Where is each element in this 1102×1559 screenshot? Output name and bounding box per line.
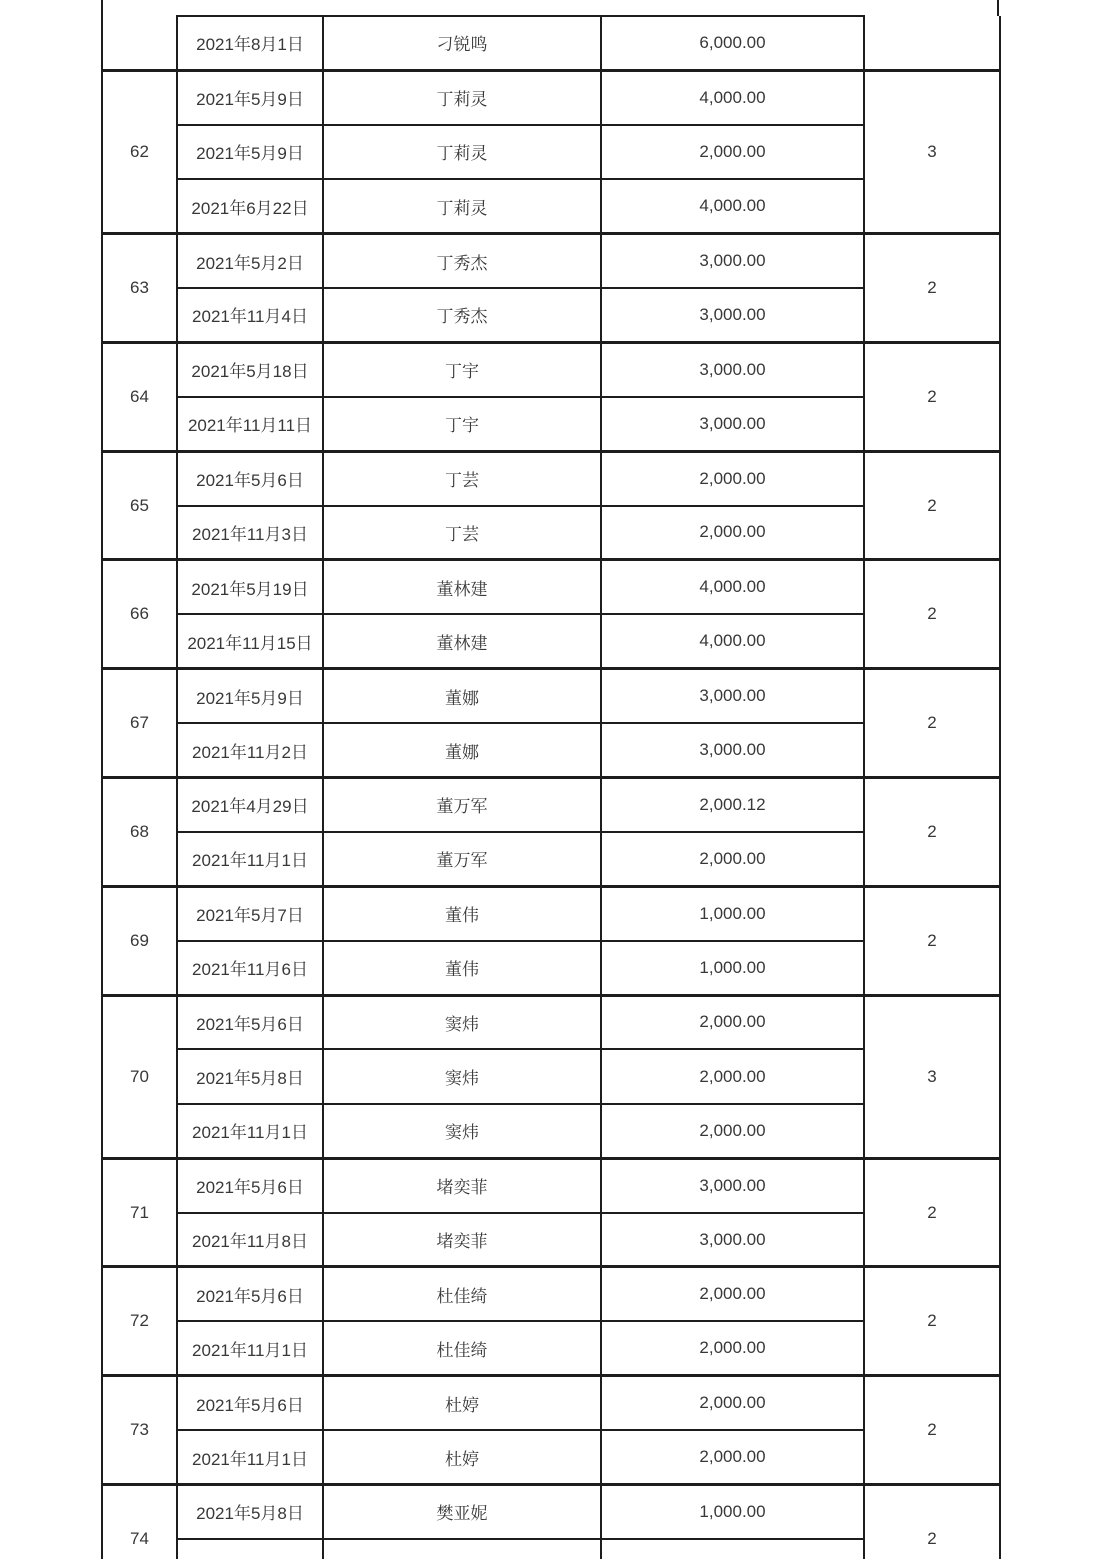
amount-cell: 3,000.00: [601, 288, 864, 342]
name-cell: 堵奕菲: [323, 1213, 601, 1267]
group-number-cell: 68: [102, 777, 177, 886]
name-cell: 丁莉灵: [323, 179, 601, 233]
date-cell: 2021年5月8日: [177, 1049, 323, 1103]
name-cell: 窦炜: [323, 995, 601, 1049]
name-cell: 董万军: [323, 832, 601, 886]
amount-cell: 3,000.00: [601, 234, 864, 288]
amount-cell: 2,000.12: [601, 777, 864, 831]
amount-cell: 4,000.00: [601, 70, 864, 124]
count-cell: 2: [864, 1485, 1000, 1559]
date-cell: 2021年5月6日: [177, 1158, 323, 1212]
amount-cell: 2,000.00: [601, 1049, 864, 1103]
date-cell: 2021年11月1日: [177, 1321, 323, 1375]
group-number-cell: 72: [102, 1267, 177, 1376]
name-cell: 杜佳绮: [323, 1267, 601, 1321]
name-cell: 堵奕菲: [323, 1158, 601, 1212]
group-first-row: [102, 1376, 1000, 1430]
date-cell: 2021年11月1日: [177, 1430, 323, 1484]
payment-records-table: [101, 15, 1001, 1559]
group-number-cell: 63: [102, 234, 177, 343]
amount-cell: 3,000.00: [601, 342, 864, 396]
name-cell: 丁宇: [323, 342, 601, 396]
amount-cell: 4,000.00: [601, 179, 864, 233]
table-body: [102, 16, 1000, 1559]
count-cell: 2: [864, 234, 1000, 343]
date-cell: 2021年8月1日: [177, 16, 323, 70]
name-cell: 杜婷: [323, 1430, 601, 1484]
name-cell: 丁莉灵: [323, 70, 601, 124]
date-cell: 2021年5月6日: [177, 1376, 323, 1430]
group-first-row: [102, 70, 1000, 124]
date-cell: 2021年5月6日: [177, 451, 323, 505]
date-cell: 2021年11月6日: [177, 941, 323, 995]
amount-cell: 6,000.00: [601, 16, 864, 70]
date-cell: 2021年11月1日: [177, 1104, 323, 1158]
group-first-row: [102, 669, 1000, 723]
name-cell: 董娜: [323, 723, 601, 777]
amount-cell: 2,000.00: [601, 1321, 864, 1375]
count-cell: 3: [864, 70, 1000, 233]
group-number-cell: 74: [102, 1485, 177, 1559]
amount-cell: 1,000.00: [601, 941, 864, 995]
group-first-row: [102, 995, 1000, 1049]
amount-cell: 3,000.00: [601, 1213, 864, 1267]
name-cell: 董伟: [323, 941, 601, 995]
group-number-cell: 66: [102, 560, 177, 669]
name-cell: 董林建: [323, 614, 601, 668]
name-cell: 丁秀杰: [323, 234, 601, 288]
name-cell: 丁芸: [323, 451, 601, 505]
date-cell: 2021年11月11日: [177, 397, 323, 451]
count-cell: 2: [864, 1376, 1000, 1485]
group-number-cell: 69: [102, 886, 177, 995]
name-cell: 董万军: [323, 777, 601, 831]
table-right-border-fragment: [997, 0, 999, 16]
name-cell: 窦炜: [323, 1104, 601, 1158]
date-cell: 2021年5月2日: [177, 234, 323, 288]
amount-cell: 3,000.00: [601, 1158, 864, 1212]
group-number-cell: 73: [102, 1376, 177, 1485]
amount-cell: 2,000.00: [601, 1104, 864, 1158]
count-cell: 2: [864, 777, 1000, 886]
group-first-row: [102, 777, 1000, 831]
group-number-cell: 64: [102, 342, 177, 451]
amount-cell: 2,000.00: [601, 1376, 864, 1430]
amount-cell: 1,000.00: [601, 1485, 864, 1539]
date-cell: 2021年5月9日: [177, 70, 323, 124]
date-cell: 2021年6月22日: [177, 179, 323, 233]
amount-cell: 2,000.00: [601, 1267, 864, 1321]
count-cell: 2: [864, 342, 1000, 451]
name-cell: 杜婷: [323, 1376, 601, 1430]
group-number-cell: 67: [102, 669, 177, 778]
group-first-row: [102, 1267, 1000, 1321]
group-number-cell: 65: [102, 451, 177, 560]
date-cell: [177, 1539, 323, 1559]
amount-cell: 2,000.00: [601, 832, 864, 886]
count-cell: 2: [864, 560, 1000, 669]
date-cell: 2021年5月7日: [177, 886, 323, 940]
name-cell: 丁莉灵: [323, 125, 601, 179]
date-cell: 2021年5月18日: [177, 342, 323, 396]
group-first-row: [102, 451, 1000, 505]
amount-cell: 3,000.00: [601, 723, 864, 777]
name-cell: 董伟: [323, 886, 601, 940]
amount-cell: 3,000.00: [601, 669, 864, 723]
name-cell: 董林建: [323, 560, 601, 614]
group-first-row: [102, 1158, 1000, 1212]
group-number-cell: 70: [102, 995, 177, 1158]
date-cell: 2021年5月8日: [177, 1485, 323, 1539]
name-cell: 丁秀杰: [323, 288, 601, 342]
group-first-row: [102, 560, 1000, 614]
date-cell: 2021年11月1日: [177, 832, 323, 886]
count-cell: 2: [864, 451, 1000, 560]
group-number-cell: 71: [102, 1158, 177, 1267]
count-cell: 2: [864, 886, 1000, 995]
amount-cell: 4,000.00: [601, 560, 864, 614]
amount-cell: 4,000.00: [601, 614, 864, 668]
date-cell: 2021年5月9日: [177, 669, 323, 723]
amount-cell: [601, 1539, 864, 1559]
amount-cell: 2,000.00: [601, 1430, 864, 1484]
count-cell: [864, 16, 1000, 70]
group-first-row: [102, 886, 1000, 940]
group-number-cell: 62: [102, 70, 177, 233]
name-cell: 樊亚妮: [323, 1485, 601, 1539]
name-cell: 杜佳绮: [323, 1321, 601, 1375]
count-cell: 3: [864, 995, 1000, 1158]
date-cell: 2021年4月29日: [177, 777, 323, 831]
date-cell: 2021年5月19日: [177, 560, 323, 614]
amount-cell: 1,000.00: [601, 886, 864, 940]
count-cell: 2: [864, 1158, 1000, 1267]
amount-cell: 3,000.00: [601, 397, 864, 451]
date-cell: 2021年11月3日: [177, 506, 323, 560]
name-cell: 丁宇: [323, 397, 601, 451]
date-cell: 2021年5月9日: [177, 125, 323, 179]
group-first-row: [102, 234, 1000, 288]
count-cell: 2: [864, 669, 1000, 778]
name-cell: 丁芸: [323, 506, 601, 560]
date-cell: 2021年5月6日: [177, 995, 323, 1049]
amount-cell: 2,000.00: [601, 506, 864, 560]
name-cell: [323, 1539, 601, 1559]
amount-cell: 2,000.00: [601, 995, 864, 1049]
group-number-cell: [102, 16, 177, 70]
amount-cell: 2,000.00: [601, 451, 864, 505]
table-left-border-fragment: [101, 0, 103, 16]
count-cell: 2: [864, 1267, 1000, 1376]
date-cell: 2021年11月8日: [177, 1213, 323, 1267]
carryover-row: [102, 16, 1000, 70]
group-first-row: [102, 342, 1000, 396]
date-cell: 2021年11月15日: [177, 614, 323, 668]
date-cell: 2021年11月4日: [177, 288, 323, 342]
name-cell: 刁锐鸣: [323, 16, 601, 70]
name-cell: 窦炜: [323, 1049, 601, 1103]
group-first-row: [102, 1485, 1000, 1539]
amount-cell: 2,000.00: [601, 125, 864, 179]
date-cell: 2021年5月6日: [177, 1267, 323, 1321]
name-cell: 董娜: [323, 669, 601, 723]
date-cell: 2021年11月2日: [177, 723, 323, 777]
